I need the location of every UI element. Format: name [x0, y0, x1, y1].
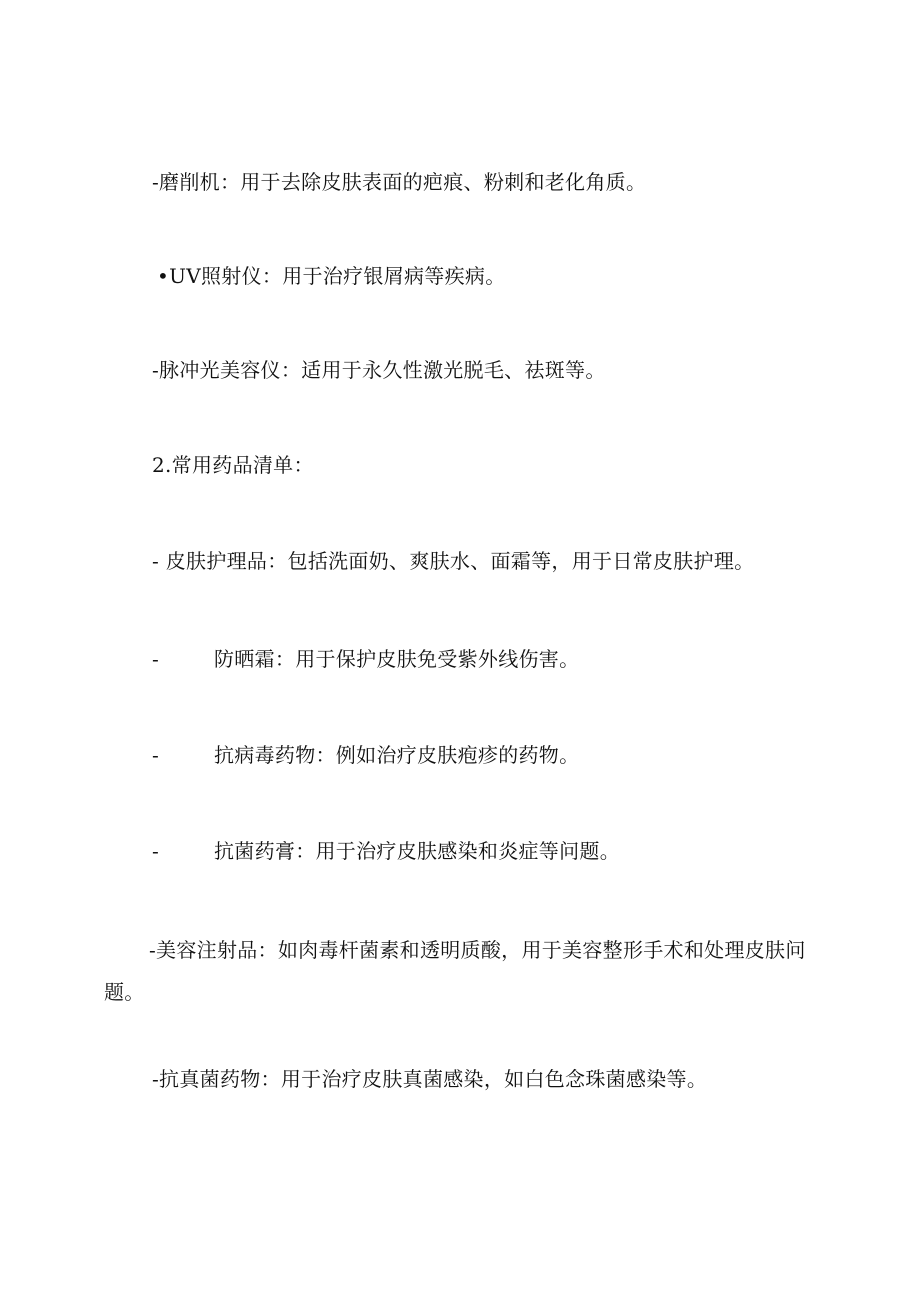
- list-dash: -: [152, 647, 160, 671]
- list-dash: -: [152, 743, 160, 767]
- text-line-ipl-device: [152, 355, 606, 385]
- text-line-antifungal: [152, 1064, 707, 1094]
- line-text: - 皮肤护理品：包括洗面奶、爽肤水、面霜等，用于日常皮肤护理。: [152, 549, 755, 573]
- text-line-antiviral: [152, 740, 579, 770]
- text-line-antibacterial: [152, 836, 620, 866]
- list-dash: -: [152, 839, 160, 863]
- text-line-grinder: [152, 167, 646, 197]
- paragraph-text: -美容注射品：如肉毒杆菌素和透明质酸，用于美容整形手术和处理皮肤问题。: [104, 938, 806, 1004]
- line-text: -抗真菌药物：用于治疗皮肤真菌感染，如白色念珠菌感染等。: [152, 1067, 708, 1091]
- section-heading-drug-list: [152, 450, 314, 480]
- text-line-skincare: [152, 546, 754, 576]
- line-text: 抗病毒药物：例如治疗皮肤疱疹的药物。: [214, 743, 580, 767]
- paragraph-cosmetic-injectables: [104, 929, 824, 1013]
- line-text: 防晒霜：用于保护皮肤免受紫外线伤害。: [214, 647, 580, 671]
- heading-text: 2.常用药品清单：: [152, 453, 314, 477]
- line-text: -磨削机：用于去除皮肤表面的疤痕、粉刺和老化角质。: [152, 170, 647, 194]
- text-line-sunscreen: [152, 644, 579, 674]
- line-text: -脉冲光美容仪：适用于永久性激光脱毛、祛斑等。: [152, 358, 606, 382]
- line-text: •UV照射仪：用于治疗银屑病等疾病。: [157, 264, 506, 288]
- line-text: 抗菌药膏：用于治疗皮肤感染和炎症等问题。: [214, 839, 620, 863]
- text-line-uv-device: [157, 261, 506, 291]
